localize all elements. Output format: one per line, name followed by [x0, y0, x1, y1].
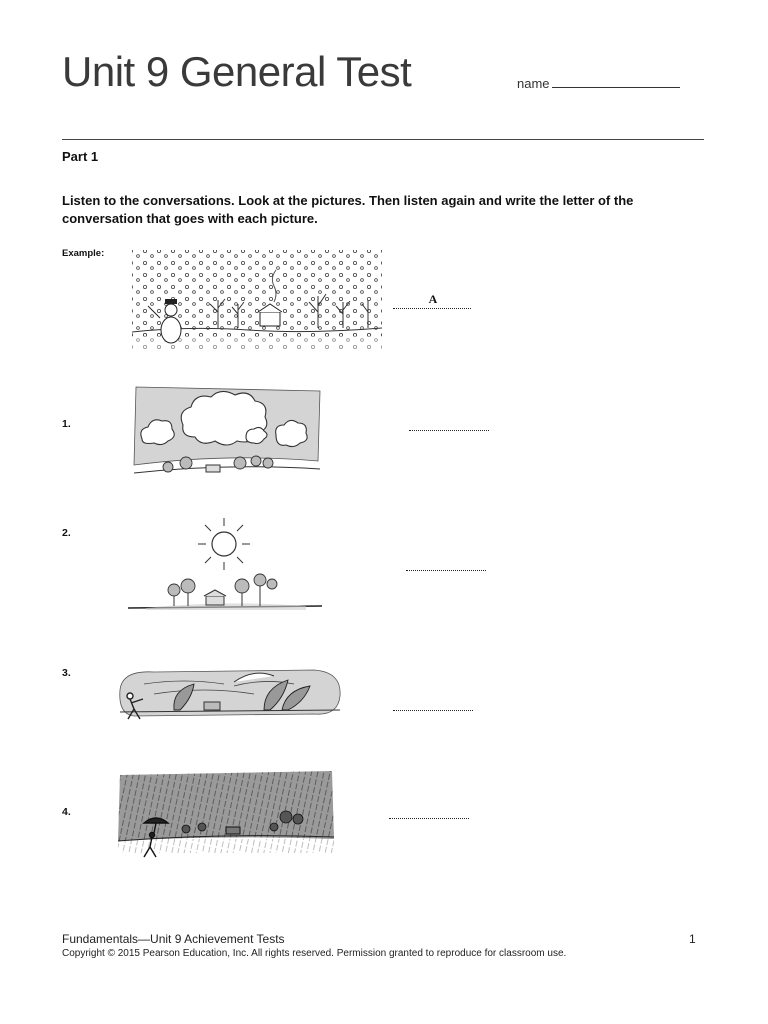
copyright-notice: Copyright © 2015 Pearson Education, Inc. All rights reserved. Permission granted to reproduce for classroom use. — [62, 948, 567, 959]
example-label: Example: — [62, 248, 105, 259]
item-3-number: 3. — [62, 667, 71, 679]
footer-title: Fundamentals—Unit 9 Achievement Tests — [62, 932, 285, 946]
example-answer: A — [428, 292, 438, 306]
item-1-number: 1. — [62, 418, 71, 430]
item-1-answer-blank[interactable] — [409, 418, 489, 431]
item-4-number: 4. — [62, 806, 71, 818]
item-2-number: 2. — [62, 527, 71, 539]
instructions: Listen to the conversations. Look at the pictures. Then listen again and write the letter of the conversation that goes with each picture. — [62, 193, 634, 226]
page-title: Unit 9 General Test — [62, 48, 412, 95]
name-label: name — [517, 76, 550, 91]
item-3-answer-blank[interactable] — [393, 698, 473, 711]
snowy-weather-icon — [128, 248, 384, 352]
sunny-weather-icon — [126, 514, 324, 620]
part-heading: Part 1 — [62, 149, 99, 164]
rainy-weather-icon — [114, 769, 338, 863]
item-2-answer-blank[interactable] — [406, 558, 486, 571]
name-blank-line — [552, 76, 680, 88]
item-4-answer-blank[interactable] — [389, 806, 469, 819]
name-field[interactable] — [517, 76, 680, 91]
page-number: 1 — [689, 932, 696, 946]
cloudy-weather-icon — [128, 383, 324, 481]
header-divider — [62, 139, 704, 140]
windy-weather-icon — [114, 666, 344, 728]
